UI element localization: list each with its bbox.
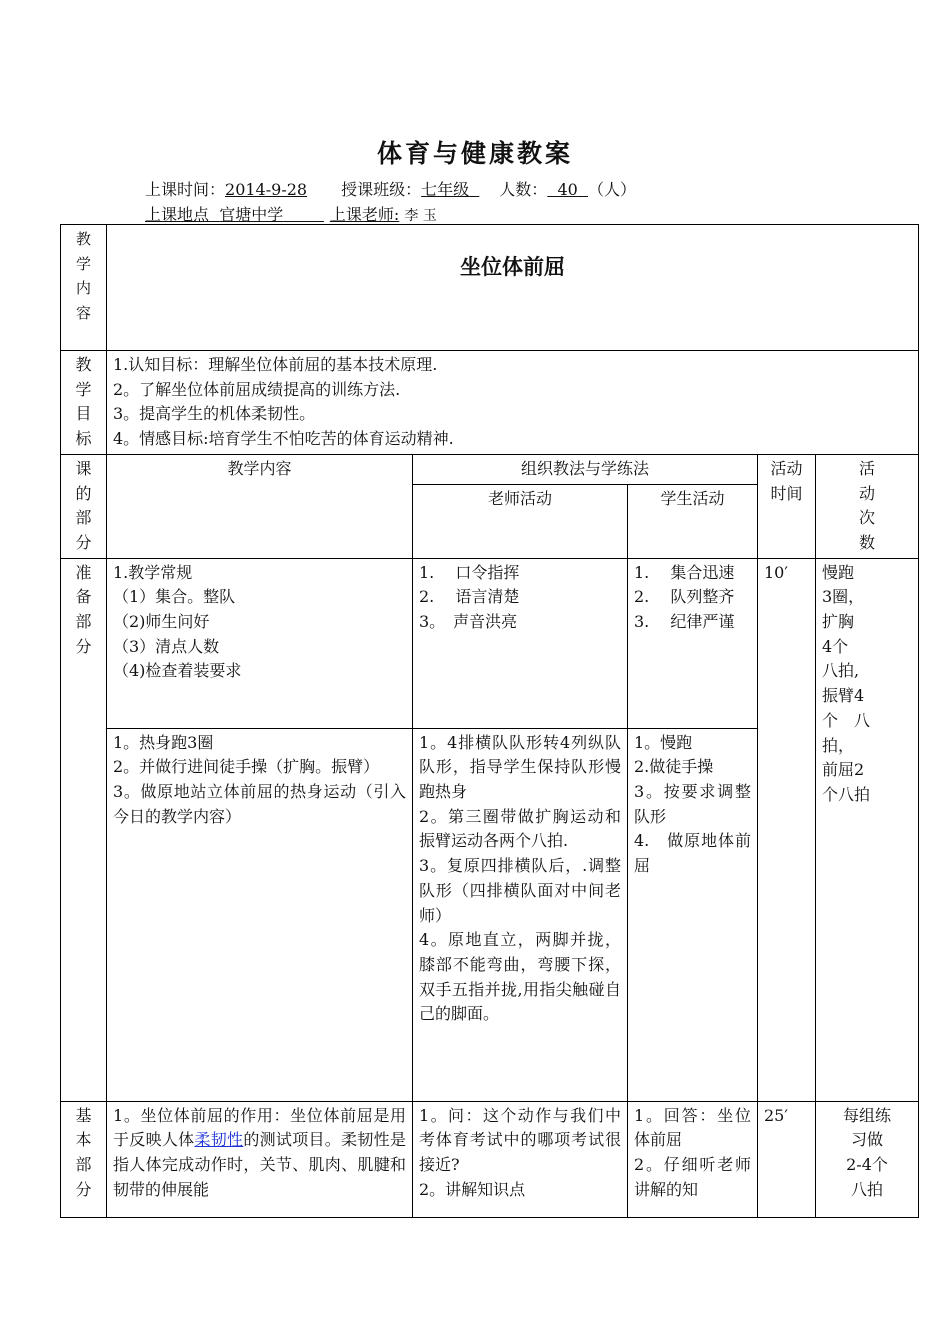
lesson-info-line-1 bbox=[145, 177, 636, 200]
lesson-plan-table bbox=[60, 224, 919, 1218]
basic-teacher: 1。问：这个动作与我们中考体育考试中的哪项考试很接近? 2。讲解知识点 bbox=[413, 1101, 628, 1217]
class-label: 授课班级： bbox=[341, 180, 422, 199]
prep-student-1: 1. 集合迅速 2. 队列整齐 3. 纪律严谨 bbox=[628, 558, 758, 728]
basic-student: 1。回答：坐位体前屈 2。仔细听老师讲解的知 bbox=[628, 1101, 758, 1217]
reps-header: 活 动 次 数 bbox=[816, 454, 919, 558]
basic-time: 25′ bbox=[758, 1101, 816, 1217]
prep-reps: 慢跑 3圈， 扩胸 4个 八拍, 振臂4 个 八 拍， 前屈2 个八拍 bbox=[816, 558, 919, 1101]
goal-item: 1.认知目标：理解坐位体前屈的基本技术原理. bbox=[113, 355, 438, 374]
count-unit: （人） bbox=[588, 180, 637, 199]
prep-teacher-1: 1. 口令指挥 2. 语言清楚 3。 声音洪亮 bbox=[413, 558, 628, 728]
teacher-value: 李 玉 bbox=[404, 208, 437, 224]
basic-row bbox=[61, 1101, 919, 1217]
prep-teacher-2: 1。4排横队队形转4列纵队队形，指导学生保持队形慢跑热身 2。第三圈带做扩胸运动和振臂运动各两个八拍. 3。复原四排横队后，.调整队形（四排横队面对中间老师） 4。原地直立，两脚并拢，膝部不能弯曲，弯腰下探，双手五指并拢,用指尖触碰自己的脚面。 bbox=[413, 728, 628, 1101]
goals-list bbox=[107, 351, 919, 455]
teacher-header: 老师活动 bbox=[413, 484, 628, 558]
student-header: 学生活动 bbox=[628, 484, 758, 558]
prep-student-2: 1。慢跑 2.做徒手操 3。按要求调整队形 4. 做原地体前屈 bbox=[628, 728, 758, 1101]
prep-content-1: 1.教学常规 （1）集合。整队 （2)师生问好 （3）清点人数 （4)检查着装要求 bbox=[107, 558, 413, 728]
prep-label: 准 备 部 分 bbox=[61, 558, 107, 1101]
page-title: 体育与健康教案 bbox=[376, 139, 573, 168]
prep-content-2: 1。热身跑3圈 2。并做行进间徒手操（扩胸。振臂） 3。做原地站立体前屈的热身运动（引入今日的教学内容） bbox=[107, 728, 413, 1101]
goal-item: 4。情感目标:培育学生不怕吃苦的体育运动精神. bbox=[113, 429, 454, 449]
time-header: 活动 时间 bbox=[758, 454, 816, 558]
time-value: 2014-9-28 bbox=[225, 180, 308, 199]
goal-item: 3。提高学生的机体柔韧性。 bbox=[113, 404, 316, 424]
header-row bbox=[61, 454, 919, 484]
lesson-topic-cell bbox=[107, 225, 919, 351]
place-value: 官塘中学 bbox=[219, 205, 284, 224]
count-label: 人数： bbox=[499, 180, 548, 199]
basic-reps: 每组练 习做 2-4个 八拍 bbox=[816, 1101, 919, 1217]
content-header: 教学内容 bbox=[107, 454, 413, 558]
content-row bbox=[61, 225, 919, 351]
basic-content: 1。坐位体前屈的作用：坐位体前屈是用于反映人体柔韧性的测试项目。柔韧性是指人体完成动作时，关节、肌肉、肌腱和韧带的伸展能 bbox=[107, 1101, 413, 1217]
goal-item: 2。了解坐位体前屈成绩提高的训练方法. bbox=[113, 379, 401, 399]
teacher-label: 上课老师: bbox=[329, 205, 400, 224]
method-header: 组织教法与学练法 bbox=[413, 454, 758, 484]
lesson-info-line-2 bbox=[145, 202, 437, 225]
time-label: 上课时间： bbox=[145, 180, 226, 199]
class-value: 七年级 bbox=[421, 180, 470, 199]
place-label: 上课地点 bbox=[145, 205, 210, 224]
prep-time: 10′ bbox=[758, 558, 816, 1101]
goals-row-label: 教 学 目 标 bbox=[61, 351, 107, 455]
basic-label: 基 本 部 分 bbox=[61, 1101, 107, 1217]
content-row-label: 教 学 内 容 bbox=[61, 225, 107, 351]
count-value: 40 bbox=[557, 180, 578, 199]
goals-row bbox=[61, 351, 919, 455]
flexibility-link[interactable]: 柔韧性 bbox=[194, 1130, 244, 1150]
lesson-topic: 坐位体前屈 bbox=[460, 255, 566, 279]
prep-row-1 bbox=[61, 558, 919, 728]
part-header: 课 的 部 分 bbox=[61, 454, 107, 558]
